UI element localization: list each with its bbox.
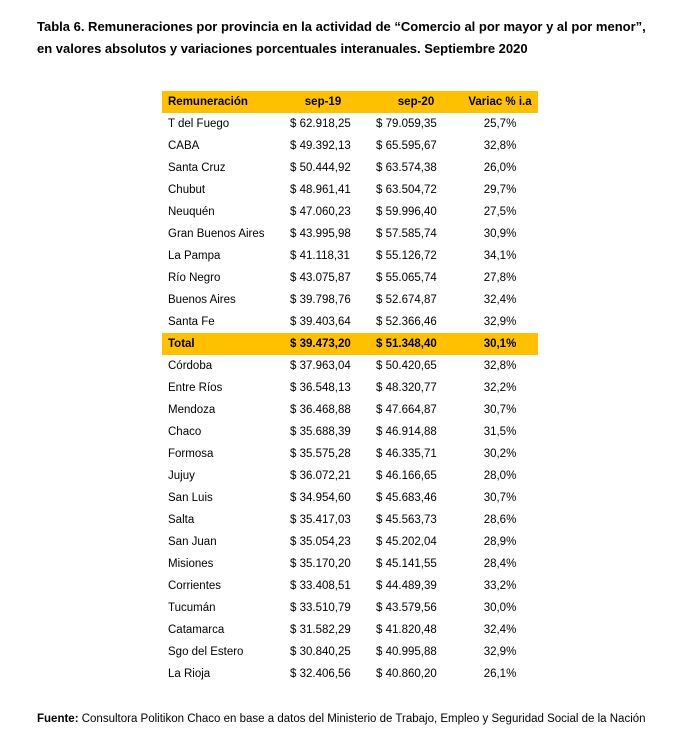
sep-19-cell: $ 39.473,20	[276, 333, 370, 355]
table-row	[162, 245, 538, 267]
sep-19-cell: $ 62.918,25	[290, 118, 351, 130]
table-header-row	[162, 91, 538, 113]
title-line-1: Tabla 6. Remuneraciones por provincia en la actividad de “Comercio al por mayor y al por menor”,	[37, 19, 646, 34]
table-row	[162, 377, 538, 399]
table-row	[162, 509, 538, 531]
province-cell: Mendoza	[168, 404, 216, 416]
province-cell: Jujuy	[168, 470, 195, 482]
source-note	[37, 711, 677, 727]
province-cell: Gran Buenos Aires	[168, 228, 265, 240]
variation-cell: 30,0%	[483, 602, 517, 614]
sep-19-cell: $ 35.417,03	[290, 514, 351, 526]
province-cell: Tucumán	[168, 602, 216, 614]
province-cell: T del Fuego	[168, 118, 230, 130]
variation-cell: 29,7%	[483, 184, 517, 196]
header-sep-19: sep-19	[276, 91, 370, 113]
table-row	[162, 443, 538, 465]
table-row	[162, 465, 538, 487]
sep-19-cell: $ 48.961,41	[290, 184, 351, 196]
sep-19-cell: $ 39.403,64	[290, 316, 351, 328]
sep-19-cell: $ 39.798,76	[290, 294, 351, 306]
variation-cell: 31,5%	[483, 426, 517, 438]
sep-19-cell: $ 35.170,20	[290, 558, 351, 570]
sep-20-cell: $ 79.059,35	[376, 118, 437, 130]
sep-20-cell: $ 40.860,20	[376, 668, 437, 680]
variation-cell: 32,4%	[483, 294, 517, 306]
province-cell: CABA	[168, 140, 200, 152]
table-row	[162, 597, 538, 619]
variation-cell: 34,1%	[483, 250, 517, 262]
province-cell: Río Negro	[168, 272, 221, 284]
sep-20-cell: $ 46.335,71	[376, 448, 437, 460]
table-row	[162, 201, 538, 223]
table-row	[162, 179, 538, 201]
sep-19-cell: $ 43.995,98	[290, 228, 351, 240]
header-remuneracion: Remuneración	[162, 91, 276, 113]
table-row	[162, 531, 538, 553]
variation-cell: 32,2%	[483, 382, 517, 394]
province-cell: Catamarca	[168, 624, 225, 636]
sep-19-cell: $ 33.408,51	[290, 580, 351, 592]
province-cell: La Rioja	[168, 668, 211, 680]
variation-cell: 26,0%	[483, 162, 517, 174]
sep-20-cell: $ 55.065,74	[376, 272, 437, 284]
table-row	[162, 267, 538, 289]
sep-20-cell: $ 45.202,04	[376, 536, 437, 548]
province-cell: Santa Fe	[168, 316, 215, 328]
source-text: Consultora Politikon Chaco en base a datos del Ministerio de Trabajo, Empleo y Seguridad Social de la Nación	[78, 713, 646, 725]
sep-20-cell: $ 57.585,74	[376, 228, 437, 240]
province-cell: La Pampa	[168, 250, 221, 262]
source-label: Fuente:	[37, 713, 79, 725]
variation-cell: 30,7%	[483, 404, 517, 416]
variation-cell: 28,6%	[483, 514, 517, 526]
sep-19-cell: $ 30.840,25	[290, 646, 351, 658]
sep-20-cell: $ 47.664,87	[376, 404, 437, 416]
sep-20-cell: $ 52.674,87	[376, 294, 437, 306]
province-cell: Chaco	[168, 426, 202, 438]
sep-20-cell: $ 41.820,48	[376, 624, 437, 636]
table-row	[162, 355, 538, 377]
header-sep-20: sep-20	[370, 91, 462, 113]
variation-cell: 32,8%	[483, 360, 517, 372]
province-cell: Santa Cruz	[168, 162, 226, 174]
sep-19-cell: $ 36.072,21	[290, 470, 351, 482]
table-row	[162, 619, 538, 641]
variation-cell: 32,4%	[483, 624, 517, 636]
sep-20-cell: $ 48.320,77	[376, 382, 437, 394]
province-cell: Chubut	[168, 184, 206, 196]
sep-20-cell: $ 55.126,72	[376, 250, 437, 262]
variation-cell: 33,2%	[483, 580, 517, 592]
sep-20-cell: $ 51.348,40	[370, 333, 462, 355]
sep-19-cell: $ 36.548,13	[290, 382, 351, 394]
province-cell: Entre Ríos	[168, 382, 223, 394]
province-cell: Corrientes	[168, 580, 222, 592]
sep-20-cell: $ 45.683,46	[376, 492, 437, 504]
header-variacion: Variac % i.a	[462, 91, 538, 113]
province-cell: Neuquén	[168, 206, 215, 218]
variation-cell: 27,5%	[483, 206, 517, 218]
table-row	[162, 289, 538, 311]
sep-20-cell: $ 46.914,88	[376, 426, 437, 438]
sep-19-cell: $ 35.054,23	[290, 536, 351, 548]
sep-19-cell: $ 36.468,88	[290, 404, 351, 416]
table-row	[162, 487, 538, 509]
variation-cell: 32,9%	[483, 316, 517, 328]
sep-19-cell: $ 37.963,04	[290, 360, 351, 372]
title-line-2: en valores absolutos y variaciones porcentuales interanuales. Septiembre 2020	[37, 41, 528, 56]
table-row	[162, 575, 538, 597]
sep-20-cell: $ 40.995,88	[376, 646, 437, 658]
variation-cell: 27,8%	[483, 272, 517, 284]
sep-19-cell: $ 32.406,56	[290, 668, 351, 680]
table-row	[162, 641, 538, 663]
sep-20-cell: $ 43.579,56	[376, 602, 437, 614]
sep-20-cell: $ 59.996,40	[376, 206, 437, 218]
table-row	[162, 311, 538, 333]
sep-20-cell: $ 44.489,39	[376, 580, 437, 592]
sep-19-cell: $ 35.688,39	[290, 426, 351, 438]
variation-cell: 25,7%	[483, 118, 517, 130]
province-cell: Formosa	[168, 448, 214, 460]
sep-19-cell: $ 47.060,23	[290, 206, 351, 218]
province-cell: Sgo del Estero	[168, 646, 244, 658]
variation-cell: 28,9%	[483, 536, 517, 548]
variation-cell: 30,2%	[483, 448, 517, 460]
table-row	[162, 553, 538, 575]
sep-20-cell: $ 50.420,65	[376, 360, 437, 372]
sep-20-cell: $ 52.366,46	[376, 316, 437, 328]
variation-cell: 26,1%	[483, 668, 517, 680]
table-row	[162, 113, 538, 135]
sep-20-cell: $ 45.141,55	[376, 558, 437, 570]
table-row	[162, 663, 538, 685]
province-cell: Buenos Aires	[168, 294, 236, 306]
sep-19-cell: $ 50.444,92	[290, 162, 351, 174]
variation-cell: 30,9%	[483, 228, 517, 240]
sep-19-cell: $ 43.075,87	[290, 272, 351, 284]
table-row	[162, 421, 538, 443]
sep-20-cell: $ 65.595,67	[376, 140, 437, 152]
province-cell: Salta	[168, 514, 195, 526]
table-row	[162, 399, 538, 421]
total-row	[162, 333, 538, 355]
province-cell: San Luis	[168, 492, 213, 504]
sep-19-cell: $ 33.510,79	[290, 602, 351, 614]
table-row	[162, 157, 538, 179]
variation-cell: 30,1%	[462, 333, 538, 355]
province-cell: San Juan	[168, 536, 217, 548]
variation-cell: 28,0%	[483, 470, 517, 482]
table-row	[162, 135, 538, 157]
province-cell: Total	[162, 333, 276, 355]
province-cell: Córdoba	[168, 360, 213, 372]
table-body	[162, 113, 538, 685]
table-row	[162, 223, 538, 245]
province-cell: Misiones	[168, 558, 214, 570]
sep-20-cell: $ 63.574,38	[376, 162, 437, 174]
sep-19-cell: $ 31.582,29	[290, 624, 351, 636]
table-title	[37, 16, 677, 60]
remuneraciones-table	[162, 91, 538, 685]
sep-20-cell: $ 46.166,65	[376, 470, 437, 482]
sep-20-cell: $ 45.563,73	[376, 514, 437, 526]
variation-cell: 28,4%	[483, 558, 517, 570]
variation-cell: 30,7%	[483, 492, 517, 504]
sep-19-cell: $ 35.575,28	[290, 448, 351, 460]
sep-19-cell: $ 34.954,60	[290, 492, 351, 504]
variation-cell: 32,8%	[483, 140, 517, 152]
sep-20-cell: $ 63.504,72	[376, 184, 437, 196]
sep-19-cell: $ 49.392,13	[290, 140, 351, 152]
sep-19-cell: $ 41.118,31	[290, 250, 350, 262]
variation-cell: 32,9%	[483, 646, 517, 658]
